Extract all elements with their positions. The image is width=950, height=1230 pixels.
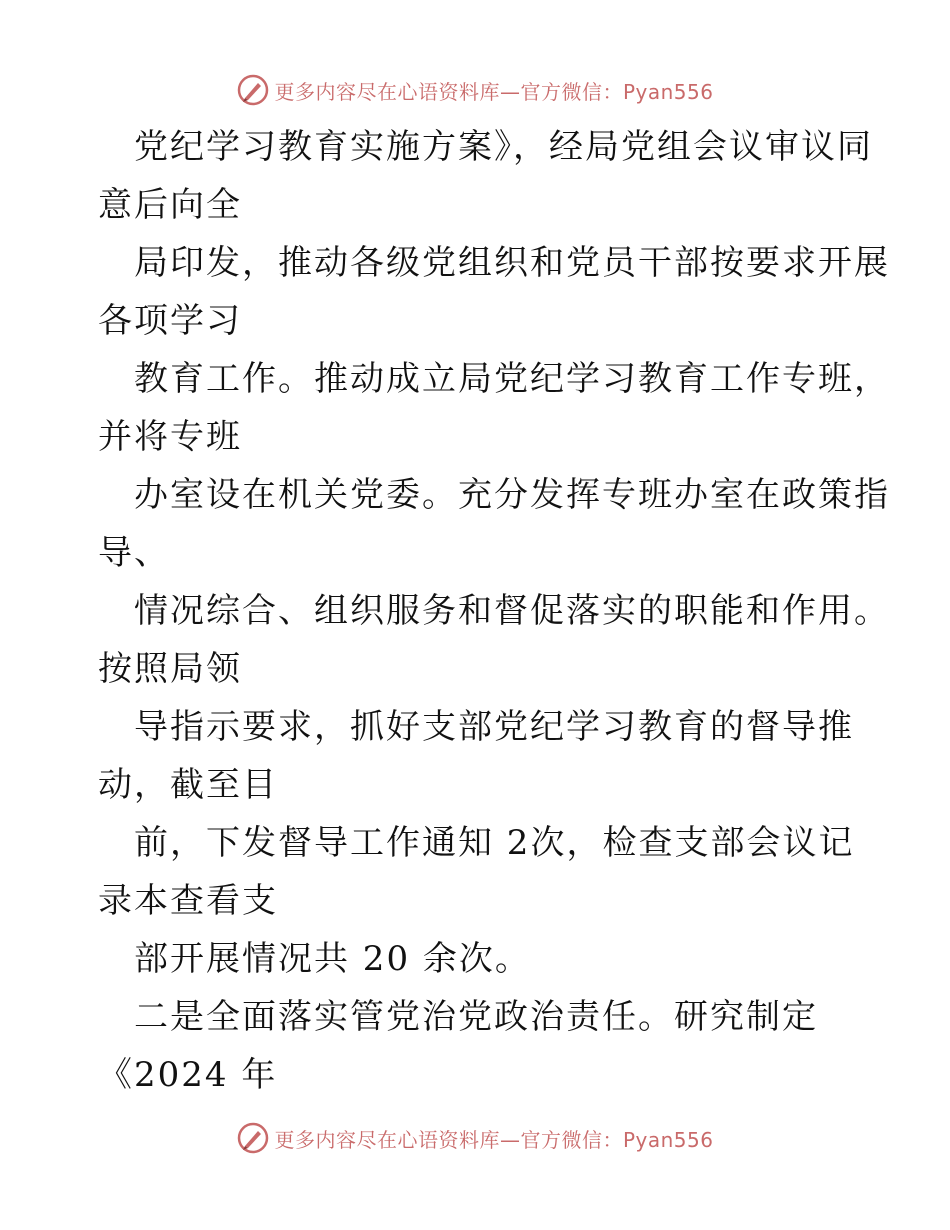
text-line: 意后向全 [98,185,242,225]
text-line: 局印发，推动各级党组织和党员干部按要求开展 [134,243,890,283]
text-line: 并将专班 [98,417,242,457]
document-body [98,118,890,1104]
text-line: 导指示要求，抓好支部党纪学习教育的督导推 [134,707,854,747]
text-line: 前，下发督导工作通知 2次，检查支部会议记 [134,823,855,863]
footer-watermark [0,1118,950,1158]
watermark-text: 更多内容尽在心语资料库—官方微信：Pyan556 [274,1127,714,1152]
pen-logo-icon [236,73,270,107]
text-line: 党纪学习教育实施方案》，经局党组会议审议同 [134,127,873,167]
text-line: 录本查看支 [98,881,278,921]
header-watermark [0,70,950,110]
text-line: 二是全面落实管党治党政治责任。研究制定 [134,997,818,1037]
text-line: 教育工作。推动成立局党纪学习教育工作专班， [134,359,890,399]
text-line: 办室设在机关党委。充分发挥专班办室在政策指 [134,475,890,515]
pen-logo-icon [236,1121,270,1155]
text-line: 导、 [98,533,170,573]
text-line: 部开展情况共 20 余次。 [134,939,531,979]
text-line: 各项学习 [98,301,242,341]
text-line: 《2024 年 [98,1055,278,1095]
text-line: 动，截至目 [98,765,278,805]
watermark-text: 更多内容尽在心语资料库—官方微信：Pyan556 [274,79,714,104]
text-line: 按照局领 [98,649,242,689]
text-line: 情况综合、组织服务和督促落实的职能和作用。 [134,591,890,631]
